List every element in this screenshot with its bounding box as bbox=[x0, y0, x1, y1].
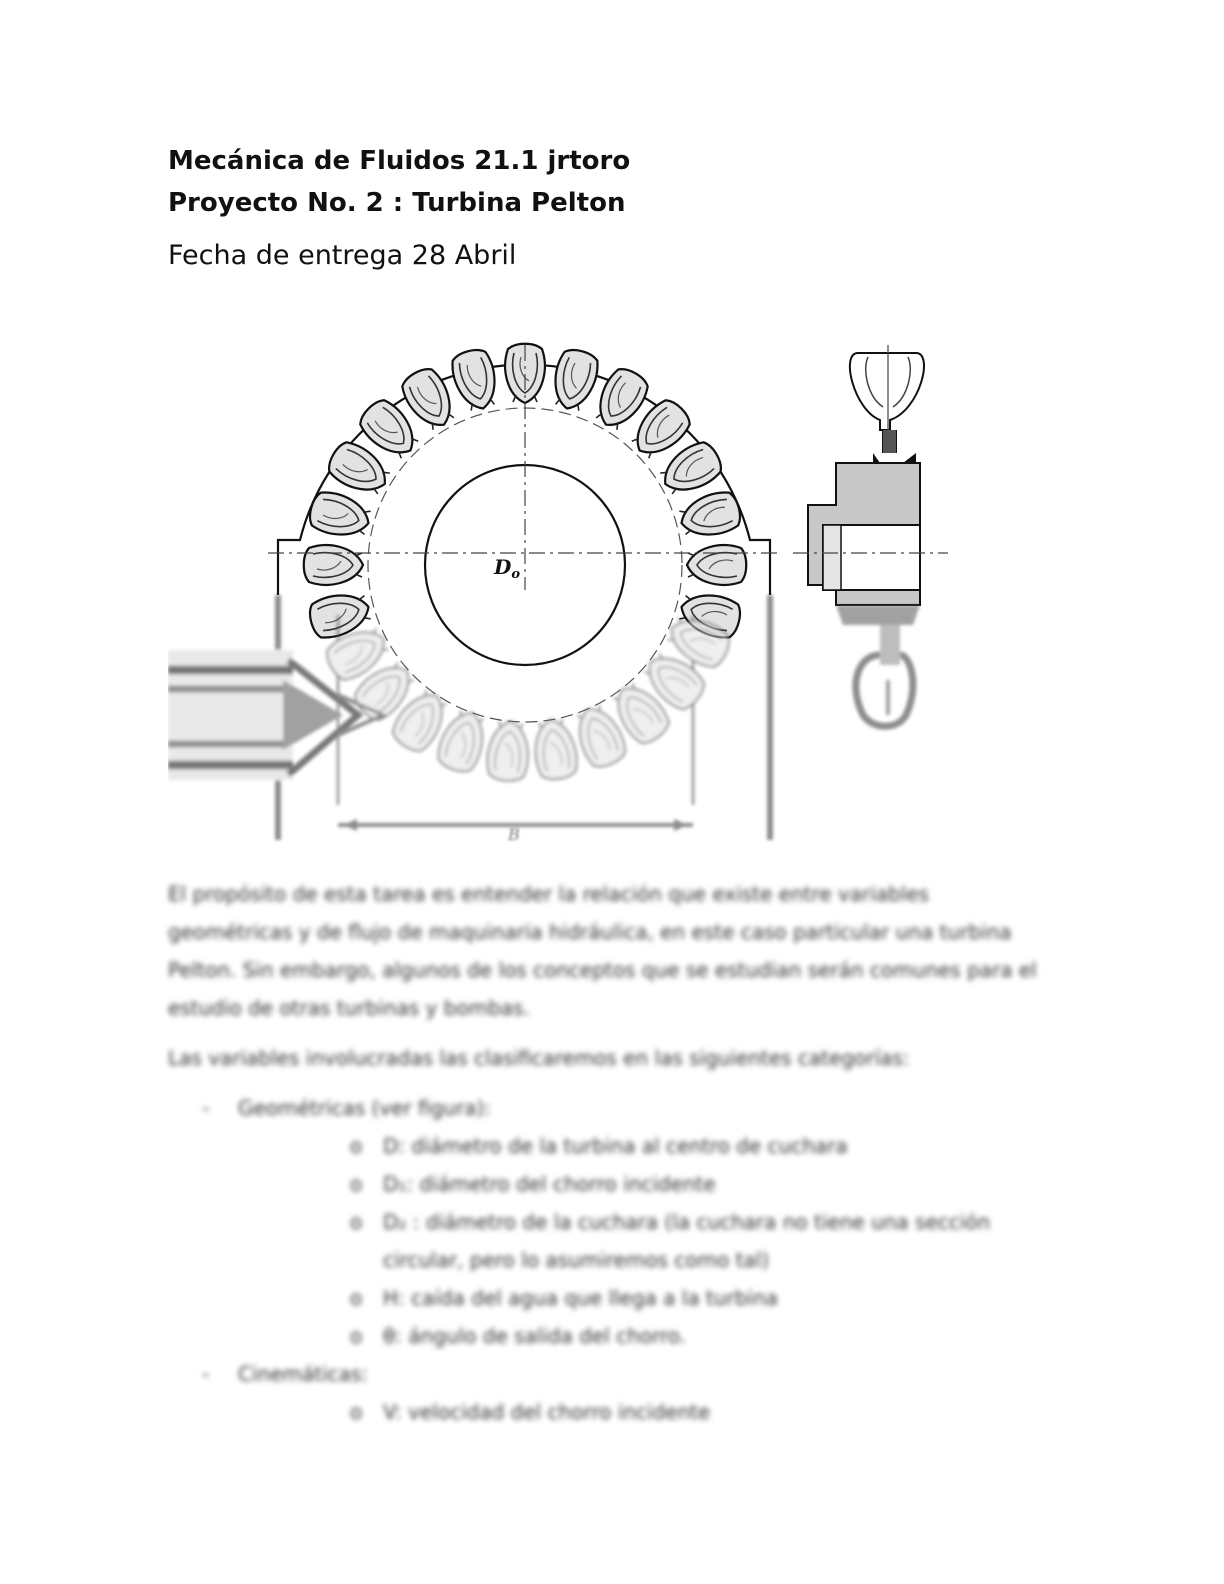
bullet-circle: o bbox=[350, 1172, 363, 1196]
category-item bbox=[168, 1355, 1048, 1431]
variable-item bbox=[238, 1203, 1048, 1279]
turbine-bucket bbox=[548, 346, 602, 414]
bullet-circle: o bbox=[350, 1286, 363, 1310]
variables-intro: Las variables involucradas las clasificaremos en las siguientes categorías: bbox=[168, 1046, 910, 1070]
bullet-circle: o bbox=[350, 1324, 363, 1348]
variable-text: D₁: diámetro del chorro incidente bbox=[383, 1172, 716, 1196]
bullet-circle: o bbox=[350, 1400, 363, 1424]
runner-side-view bbox=[793, 345, 948, 605]
variable-text: D₂ : diámetro de la cuchara (la cuchara no tiene una sección circular, pero lo asumiremos como tal) bbox=[383, 1210, 991, 1272]
variable-item bbox=[238, 1279, 1048, 1317]
bullet-dash: - bbox=[202, 1362, 210, 1386]
turbine-bucket-blurred bbox=[486, 720, 531, 782]
turbine-bucket-blurred bbox=[434, 707, 491, 776]
variable-list bbox=[238, 1127, 1048, 1355]
variable-item bbox=[238, 1127, 1048, 1165]
turbine-bucket bbox=[687, 545, 746, 585]
width-dimension-label: B bbox=[508, 825, 520, 844]
variable-item bbox=[238, 1165, 1048, 1203]
due-date: Fecha de entrega 28 Abril bbox=[168, 240, 517, 271]
variable-list bbox=[238, 1393, 1048, 1431]
variable-text: D: diámetro de la turbina al centro de cuchara bbox=[383, 1134, 848, 1158]
turbine-bucket bbox=[306, 489, 374, 543]
body-text bbox=[168, 875, 1048, 1431]
bullet-circle: o bbox=[350, 1210, 363, 1234]
document-title: Mecánica de Fluidos 21.1 jrtoro bbox=[168, 146, 631, 176]
turbine-bucket bbox=[449, 346, 503, 414]
bullet-circle: o bbox=[350, 1134, 363, 1158]
diameter-label: $D_o$ bbox=[494, 555, 521, 582]
pelton-turbine-drawing bbox=[168, 335, 968, 855]
intro-paragraph: El propósito de esta tarea es entender la relación que existe entre variables geométricas y de flujo de maquinaria hidráulica, en este caso particular una turbina Pelton. Sin embargo, algunos de los conceptos que se estudian serán comunes para el estudio de otras turbinas y bombas. bbox=[168, 882, 1037, 1020]
category-item bbox=[168, 1089, 1048, 1355]
project-title: Proyecto No. 2 : Turbina Pelton bbox=[168, 188, 626, 218]
bullet-dash: - bbox=[202, 1096, 210, 1120]
turbine-bucket-blurred bbox=[531, 717, 579, 782]
variable-text: V: velocidad del chorro incidente bbox=[383, 1400, 711, 1424]
category-label: Geométricas (ver figura): bbox=[238, 1096, 491, 1120]
turbine-bucket bbox=[304, 545, 363, 585]
pelton-turbine-figure bbox=[168, 335, 968, 855]
turbine-bucket bbox=[676, 489, 744, 543]
runner-side-view-lower bbox=[836, 605, 920, 726]
variable-item bbox=[238, 1317, 1048, 1355]
variable-text: H: caída del agua que llega a la turbina bbox=[383, 1286, 778, 1310]
category-label: Cinemáticas: bbox=[238, 1362, 369, 1386]
variable-item bbox=[238, 1393, 1048, 1431]
variable-text: θ: ángulo de salida del chorro. bbox=[383, 1324, 686, 1348]
title-block bbox=[168, 140, 630, 224]
category-list bbox=[168, 1089, 1048, 1431]
